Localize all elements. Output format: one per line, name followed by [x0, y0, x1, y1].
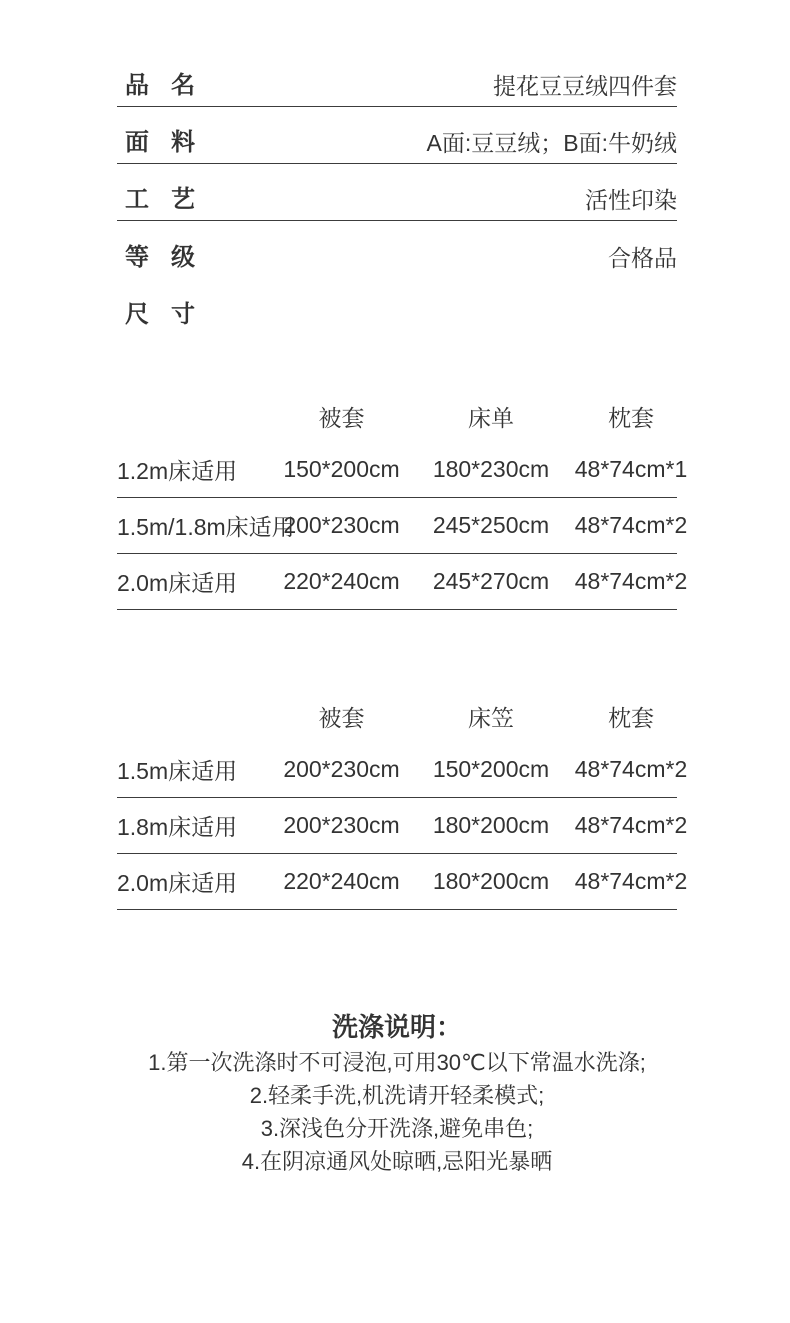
spec-label: 工艺 — [125, 186, 195, 213]
table-row — [117, 554, 688, 610]
cell-value: 200*230cm — [283, 812, 400, 838]
cell-value: 150*200cm — [283, 456, 400, 482]
spec-value: A面:豆豆绒；B面:牛奶绒 — [426, 130, 677, 156]
washing-items — [117, 1046, 677, 1178]
row-label: 1.5m床适用 — [117, 758, 238, 784]
size-table-fitted-sheet — [117, 690, 688, 910]
row-label: 1.2m床适用 — [117, 458, 238, 484]
cell-value: 48*74cm*2 — [574, 812, 688, 838]
row-label: 1.5m/1.8m床适用 — [117, 514, 295, 540]
size-table-header — [117, 390, 677, 442]
row-label: 1.8m床适用 — [117, 814, 238, 840]
product-spec-panel — [117, 0, 688, 1178]
spec-row-fabric — [117, 107, 677, 164]
table-row — [117, 854, 688, 910]
washing-instructions — [117, 1012, 677, 1178]
washing-item: 2.轻柔手洗,机洗请开轻柔模式; — [249, 1083, 545, 1108]
row-label: 2.0m床适用 — [117, 870, 238, 896]
spec-row-product-name — [117, 50, 677, 107]
table-row — [117, 742, 688, 798]
cell-value: 48*74cm*2 — [574, 568, 688, 594]
header-cell-pillowcase: 枕套 — [608, 704, 654, 731]
washing-title: 洗涤说明： — [331, 1012, 462, 1042]
size-table-header — [117, 690, 677, 742]
spec-value: 活性印染 — [585, 187, 677, 213]
spec-row-craft — [117, 164, 677, 221]
spec-value: 合格品 — [608, 245, 677, 271]
size-table-flat-sheet — [117, 390, 688, 610]
header-cell-duvet-cover: 被套 — [318, 704, 365, 731]
cell-value: 245*250cm — [432, 512, 550, 538]
cell-value: 220*240cm — [283, 568, 400, 594]
spec-label: 尺寸 — [125, 301, 195, 328]
cell-value: 48*74cm*2 — [574, 512, 688, 538]
header-cell-bed-sheet: 床单 — [468, 404, 514, 431]
washing-item: 1.第一次洗涤时不可浸泡,可用30℃以下常温水洗涤; — [148, 1050, 646, 1075]
cell-value: 48*74cm*2 — [574, 868, 688, 894]
cell-value: 245*270cm — [432, 568, 550, 594]
row-label: 2.0m床适用 — [117, 570, 238, 596]
spec-label: 面料 — [125, 129, 195, 156]
spec-label: 品名 — [125, 72, 195, 99]
cell-value: 180*230cm — [432, 456, 550, 482]
washing-item: 4.在阴凉通风处晾晒,忌阳光暴晒 — [241, 1149, 553, 1174]
spec-row-size — [117, 278, 677, 335]
table-row — [117, 498, 688, 554]
header-cell-duvet-cover: 被套 — [318, 404, 365, 431]
header-cell-pillowcase: 枕套 — [608, 404, 654, 431]
spec-label: 等级 — [125, 244, 195, 271]
table-row — [117, 442, 688, 498]
cell-value: 180*200cm — [432, 812, 550, 838]
header-cell-fitted-sheet: 床笠 — [468, 704, 514, 731]
cell-value: 150*200cm — [432, 756, 550, 782]
washing-item: 3.深浅色分开洗涤,避免串色; — [260, 1116, 534, 1141]
cell-value: 48*74cm*2 — [574, 756, 688, 782]
cell-value: 200*230cm — [283, 512, 400, 538]
table-row — [117, 798, 688, 854]
spec-list — [117, 50, 677, 335]
cell-value: 200*230cm — [283, 756, 400, 782]
cell-value: 180*200cm — [432, 868, 550, 894]
cell-value: 48*74cm*1 — [574, 456, 688, 482]
spec-row-grade — [117, 221, 677, 278]
spec-value: 提花豆豆绒四件套 — [493, 73, 677, 99]
cell-value: 220*240cm — [283, 868, 400, 894]
